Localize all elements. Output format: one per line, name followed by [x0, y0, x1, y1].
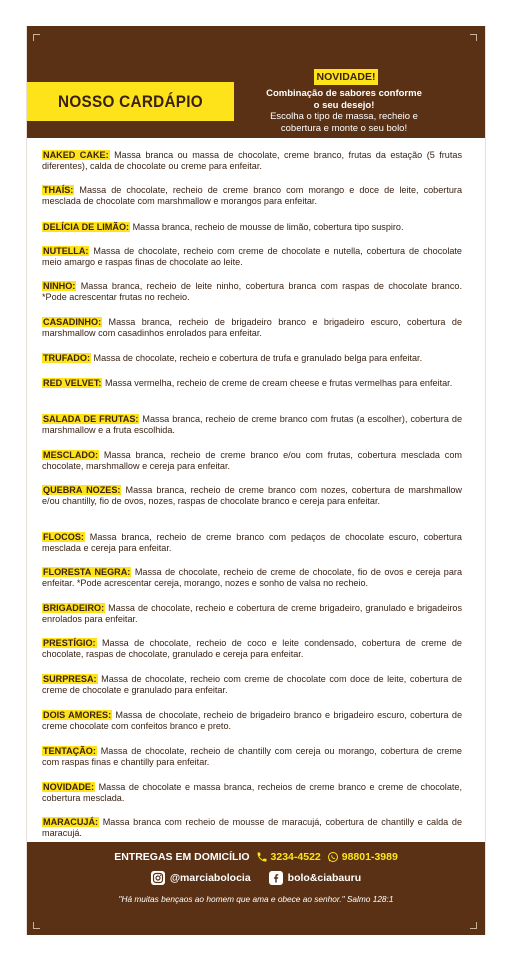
item-description: Massa vermelha, recheio de creme de cream cheese e frutas vermelhas para enfeitar. [102, 378, 453, 388]
item-name: SURPRESA: [43, 674, 97, 684]
delivery-row [27, 850, 485, 864]
promo-text [245, 88, 443, 134]
item-description: Massa de chocolate, recheio e cobertura de creme brigadeiro, granulado e brigadeiros enrolados para enfeitar. [42, 603, 462, 625]
phone-link[interactable] [256, 851, 321, 863]
item-name: PRESTÍGIO: [43, 638, 96, 648]
item-description: Massa de chocolate, recheio de chantilly com cereja ou morango, cobertura de creme com raspas finas e chantilly para enfeitar. [42, 746, 462, 768]
crop-mark [33, 34, 40, 41]
menu-item [42, 817, 462, 840]
menu-item [42, 222, 462, 233]
promo-line: Escolha o tipo de massa, recheio e [270, 111, 418, 122]
item-name: DELÍCIA DE LIMÃO: [43, 222, 130, 232]
item-name: TENTAÇÃO: [43, 746, 96, 756]
item-description: Massa branca, recheio de creme branco com frutas (a escolher), cobertura de marshmallow e a fruta escolhida. [42, 414, 463, 436]
page-title: NOSSO CARDÁPIO [58, 91, 203, 111]
crop-mark [470, 922, 477, 929]
item-description: Massa de chocolate, recheio com creme de chocolate com doce de leite, cobertura de creme de chocolate e granulado para enfeitar. [42, 674, 462, 696]
menu-item [42, 353, 462, 364]
item-name: CASADINHO: [43, 317, 102, 327]
menu-item [42, 603, 462, 626]
item-description: Massa de chocolate, recheio de brigadeiro branco e brigadeiro escuro, cobertura de creme chocolate com confeitos branco e preto. [42, 710, 462, 732]
instagram-handle: @marciabolocia [169, 872, 251, 884]
item-name: RED VELVET: [43, 378, 102, 388]
menu-item [42, 185, 462, 208]
header-band [27, 26, 485, 138]
delivery-label: ENTREGAS EM DOMICÍLIO [114, 851, 250, 863]
bible-verse: "Há muitas bençaos ao homem que ama e obece ao senhor." Salmo 128:1 [118, 894, 394, 904]
title-bar [27, 82, 234, 121]
menu-item [42, 532, 462, 555]
facebook-handle: bolo&ciabauru [287, 872, 362, 884]
item-description: Massa de chocolate, recheio e cobertura de trufa e granulado belga para enfeitar. [90, 353, 423, 363]
item-name: TRUFADO: [43, 353, 90, 363]
item-name: NINHO: [43, 281, 76, 291]
menu-item [42, 782, 462, 805]
phone-number: 3234-4522 [270, 851, 321, 863]
phone-icon [256, 851, 268, 863]
menu-item [42, 246, 462, 269]
item-description: Massa branca, recheio de creme branco com pedaços de chocolate escuro, cobertura mesclada e cereja para enfeitar. [42, 532, 462, 554]
instagram-link[interactable] [151, 871, 251, 885]
item-name: NAKED CAKE: [43, 150, 109, 160]
menu-item [42, 746, 462, 769]
item-name: THAÍS: [43, 185, 74, 195]
menu-item [42, 710, 462, 733]
item-name: MARACUJÁ: [43, 817, 99, 827]
whatsapp-icon [327, 851, 339, 863]
menu-item [42, 485, 462, 508]
promo-line: cobertura e monte o seu bolo! [280, 122, 408, 134]
menu-item [42, 674, 462, 697]
item-description: Massa branca, recheio de mousse de limão, cobertura tipo suspiro. [130, 222, 404, 232]
item-description: Massa branca, recheio de brigadeiro branco e brigadeiro escuro, cobertura de marshmallow com casadinhos enrolados para enfeitar. [42, 317, 462, 339]
menu-item [42, 638, 462, 661]
item-name: MESCLADO: [43, 450, 99, 460]
menu-card [26, 26, 486, 935]
item-description: Massa branca, recheio de creme branco e/ou com frutas, cobertura mesclada com chocolate, marshmallow e cereja para enfeitar. [42, 450, 462, 472]
novidade-badge: NOVIDADE! [314, 69, 378, 85]
item-description: Massa branca ou massa de chocolate, creme branco, frutas da estação (5 frutas diferentes), calda de chocolate ou creme para enfeitar. [42, 150, 462, 172]
menu-item [42, 150, 462, 173]
menu-item [42, 281, 462, 304]
instagram-icon [151, 871, 165, 885]
menu-item [42, 378, 462, 389]
item-description: Massa de chocolate, recheio de coco e leite condensado, cobertura de creme de chocolate, raspas de chocolate, granulado e cereja para enfeitar. [42, 638, 462, 660]
menu-item [42, 450, 462, 473]
item-name: NOVIDADE: [43, 782, 95, 792]
item-description: Massa branca, recheio de creme branco com nozes, cobertura de marshmallow e/ou chantilly, fio de ovos, nozes, raspas de chocolate branco e cereja para enfeitar. [42, 485, 462, 507]
item-description: Massa de chocolate, recheio de creme de chocolate, fio de ovos e cereja para enfeitar. *Pode acrescentar cereja, morango, nozes e sonho de valsa no recheio. [42, 567, 462, 589]
whatsapp-link[interactable] [327, 851, 398, 863]
social-row [27, 870, 485, 886]
item-description: Massa de chocolate, recheio com creme de chocolate e nutella, cobertura de chocolate meio amargo e raspas finas de chocolate ao leite. [42, 246, 462, 268]
whatsapp-number: 98801-3989 [341, 851, 398, 863]
facebook-link[interactable] [269, 871, 362, 885]
promo-bold-line: o seu desejo! [313, 99, 375, 111]
promo-bold-line: Combinação de sabores conforme [266, 88, 422, 99]
item-name: DOIS AMORES: [43, 710, 112, 720]
crop-mark [470, 34, 477, 41]
item-name: FLOCOS: [43, 532, 84, 542]
menu-item [42, 567, 462, 590]
item-description: Massa branca, recheio de leite ninho, cobertura branca com raspas de chocolate branco. *Pode acrescentar frutas no recheio. [42, 281, 462, 303]
facebook-icon [269, 871, 283, 885]
item-description: Massa branca com recheio de mousse de maracujá, cobertura de chantilly e calda de maracujá. [42, 817, 462, 839]
footer-band [27, 842, 485, 935]
item-name: SALADA DE FRUTAS: [43, 414, 139, 424]
menu-item [42, 414, 462, 437]
item-description: Massa de chocolate, recheio de creme branco com morango e doce de leite, cobertura mesclada de chocolate com marshmallow e morangos para enfeitar. [42, 185, 462, 207]
crop-mark [33, 922, 40, 929]
menu-item [42, 317, 462, 340]
item-description: Massa de chocolate e massa branca, recheios de creme branco e creme de chocolate, cobertura mesclada. [42, 782, 462, 804]
item-name: QUEBRA NOZES: [43, 485, 121, 495]
item-name: BRIGADEIRO: [43, 603, 105, 613]
item-name: NUTELLA: [43, 246, 89, 256]
item-name: FLORESTA NEGRA: [43, 567, 131, 577]
